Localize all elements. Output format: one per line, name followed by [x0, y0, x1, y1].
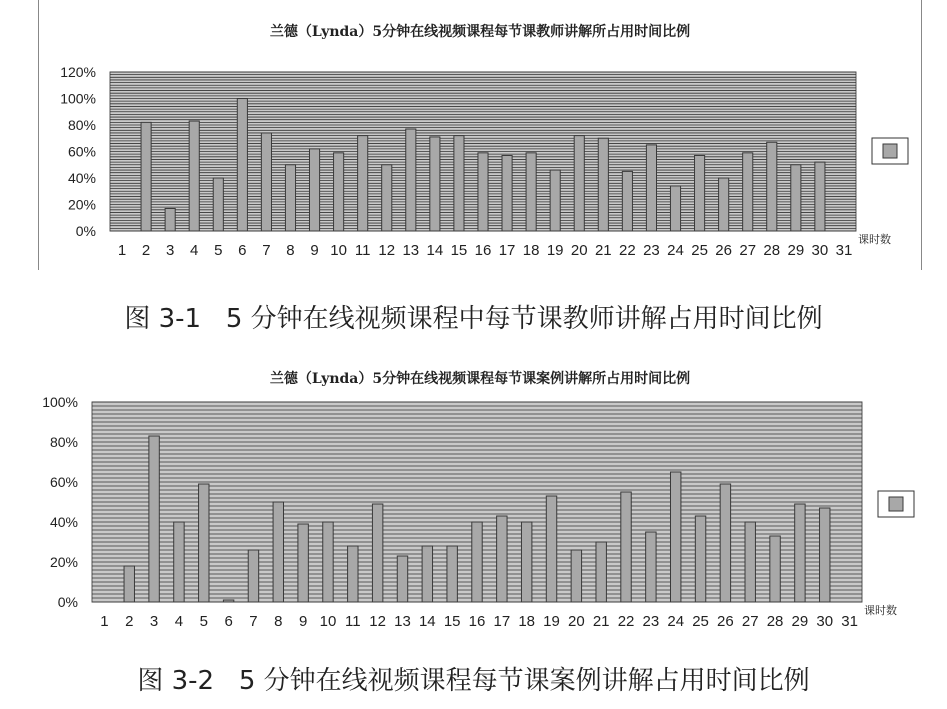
- chart-figure-1: [0, 0, 947, 290]
- bar-5: [213, 178, 223, 231]
- bar-24: [670, 186, 680, 231]
- x-tick-label: 7: [262, 242, 271, 259]
- x-tick-label: 9: [298, 613, 308, 630]
- x-tick-label: 18: [518, 613, 536, 630]
- x-tick-label: 25: [691, 242, 708, 259]
- x-tick-label: 24: [667, 613, 685, 630]
- x-tick-label: 14: [418, 613, 436, 630]
- x-tick-label: 18: [522, 242, 540, 259]
- x-tick-label: 31: [841, 613, 858, 630]
- bar-20: [574, 136, 584, 231]
- x-tick-label: 21: [594, 242, 612, 259]
- bar-13: [406, 129, 416, 231]
- chart-figure-2: [0, 355, 947, 655]
- y-tick-label: 100%: [60, 90, 96, 107]
- bar-27: [745, 522, 755, 602]
- bar-20: [571, 550, 581, 602]
- bar-28: [770, 536, 780, 602]
- x-tick-label: 19: [546, 242, 564, 259]
- bar-17: [497, 516, 507, 602]
- x-tick-label: 29: [787, 242, 805, 259]
- bar-4: [189, 121, 199, 231]
- x-tick-label: 1: [100, 613, 109, 630]
- x-tick-label: 14: [426, 242, 444, 259]
- y-tick-label: 60%: [67, 143, 96, 160]
- y-tick-label: 0%: [57, 594, 78, 610]
- bar-2: [124, 566, 134, 602]
- x-tick-label: 28: [766, 613, 784, 630]
- bar-24: [670, 472, 680, 602]
- bar-26: [720, 484, 730, 602]
- x-tick-label: 26: [715, 242, 732, 259]
- x-tick-label: 13: [402, 242, 420, 259]
- bar-10: [323, 522, 333, 602]
- bar-4: [174, 522, 184, 602]
- x-tick-label: 28: [763, 242, 781, 259]
- bar-13: [397, 556, 407, 602]
- bar-18: [526, 153, 536, 231]
- bar-5: [199, 484, 209, 602]
- figure-2-caption: 图 3-2 5 分钟在线视频课程每节课案例讲解占用时间比例: [137, 666, 810, 696]
- x-tick-label: 5: [199, 613, 208, 630]
- x-tick-label: 12: [378, 242, 396, 259]
- bar-30: [820, 508, 830, 602]
- bar-25: [695, 516, 705, 602]
- bar-26: [719, 178, 729, 231]
- x-tick-label: 8: [286, 242, 295, 259]
- x-tick-label: 15: [450, 242, 468, 259]
- bar-2: [141, 122, 151, 231]
- bar-16: [478, 153, 488, 231]
- bar-8: [285, 165, 295, 231]
- y-tick-label: 120%: [60, 64, 96, 80]
- bar-28: [767, 142, 777, 231]
- x-tick-label: 4: [190, 242, 199, 259]
- figure-1-caption: 图 3-1 5 分钟在线视频课程中每节课教师讲解占用时间比例: [124, 304, 823, 334]
- bar-15: [447, 546, 457, 602]
- bar-6: [223, 600, 233, 602]
- y-tick-label: 40%: [67, 170, 96, 186]
- x-tick-label: 11: [345, 613, 361, 630]
- x-tick-label: 27: [741, 613, 759, 630]
- bar-29: [795, 504, 805, 602]
- x-tick-label: 20: [568, 613, 585, 630]
- x-tick-label: 22: [619, 242, 636, 259]
- bar-8: [273, 502, 283, 602]
- x-tick-label: 19: [543, 613, 560, 630]
- y-tick-label: 20%: [49, 554, 78, 570]
- x-tick-label: 30: [816, 613, 834, 630]
- x-tick-label: 10: [319, 613, 337, 630]
- y-tick-label: 80%: [67, 117, 96, 133]
- x-tick-label: 16: [474, 242, 492, 259]
- y-tick-label: 0%: [75, 223, 96, 239]
- bar-11: [358, 136, 368, 231]
- x-tick-label: 30: [811, 242, 829, 259]
- x-tick-label: 2: [141, 242, 151, 259]
- bar-3: [165, 208, 175, 231]
- bar-14: [422, 546, 432, 602]
- legend-swatch: [883, 144, 897, 158]
- x-tick-label: 6: [224, 613, 233, 630]
- x-tick-label: 25: [692, 613, 709, 630]
- x-tick-label: 2: [125, 613, 134, 630]
- bar-21: [596, 542, 606, 602]
- x-axis-label: 课时数: [858, 233, 891, 246]
- bar-29: [791, 165, 801, 231]
- x-tick-label: 23: [642, 613, 660, 630]
- x-tick-label: 20: [570, 242, 588, 259]
- bar-25: [695, 155, 705, 231]
- bar-18: [521, 522, 531, 602]
- x-tick-label: 23: [643, 242, 660, 259]
- x-tick-label: 1: [117, 242, 127, 259]
- bar-23: [646, 145, 656, 231]
- x-tick-label: 5: [214, 242, 223, 259]
- bar-30: [815, 162, 825, 231]
- bar-19: [546, 496, 556, 602]
- bar-22: [621, 492, 631, 602]
- bar-16: [472, 522, 482, 602]
- x-tick-label: 3: [165, 242, 175, 259]
- bar-6: [237, 99, 247, 232]
- x-tick-label: 15: [443, 613, 461, 630]
- x-tick-label: 9: [310, 242, 319, 259]
- chart-title: 兰德（Lynda）5分钟在线视频课程每节课教师讲解所占用时间比例: [269, 24, 691, 40]
- bar-11: [348, 546, 358, 602]
- bar-19: [550, 170, 560, 231]
- bar-3: [149, 436, 159, 602]
- x-tick-label: 11: [354, 242, 371, 259]
- x-tick-label: 4: [174, 613, 184, 630]
- x-tick-label: 10: [330, 242, 347, 259]
- bar-12: [382, 165, 392, 231]
- bar-17: [502, 155, 512, 231]
- bar-21: [598, 138, 608, 231]
- bar-22: [622, 171, 632, 231]
- bar-15: [454, 136, 464, 231]
- x-axis-label: 课时数: [864, 604, 897, 617]
- legend-swatch: [889, 497, 903, 511]
- y-tick-label: 60%: [49, 474, 78, 490]
- x-tick-label: 22: [617, 613, 635, 630]
- x-tick-label: 7: [249, 613, 258, 630]
- chart-title: 兰德（Lynda）5分钟在线视频课程每节课案例讲解所占用时间比例: [269, 371, 691, 387]
- x-tick-label: 21: [592, 613, 610, 630]
- x-tick-label: 16: [468, 613, 486, 630]
- bar-9: [298, 524, 308, 602]
- bar-7: [248, 550, 258, 602]
- x-tick-label: 27: [739, 242, 757, 259]
- x-tick-label: 31: [835, 242, 853, 259]
- bar-9: [309, 149, 319, 231]
- x-tick-label: 29: [791, 613, 809, 630]
- bar-27: [743, 153, 753, 231]
- y-tick-label: 100%: [42, 394, 78, 410]
- x-tick-label: 12: [369, 613, 386, 630]
- x-tick-label: 26: [717, 613, 734, 630]
- x-tick-label: 6: [238, 242, 247, 259]
- x-tick-label: 24: [667, 242, 684, 259]
- bar-23: [646, 532, 656, 602]
- bar-12: [372, 504, 382, 602]
- x-tick-label: 8: [274, 613, 283, 630]
- x-tick-label: 3: [149, 613, 159, 630]
- x-tick-label: 17: [498, 242, 516, 259]
- bar-14: [430, 137, 440, 231]
- bar-7: [261, 133, 271, 231]
- bar-10: [334, 153, 344, 231]
- x-tick-label: 13: [394, 613, 411, 630]
- y-tick-label: 40%: [49, 514, 78, 530]
- y-tick-label: 80%: [49, 434, 78, 450]
- x-tick-label: 17: [493, 613, 511, 630]
- y-tick-label: 20%: [67, 196, 96, 213]
